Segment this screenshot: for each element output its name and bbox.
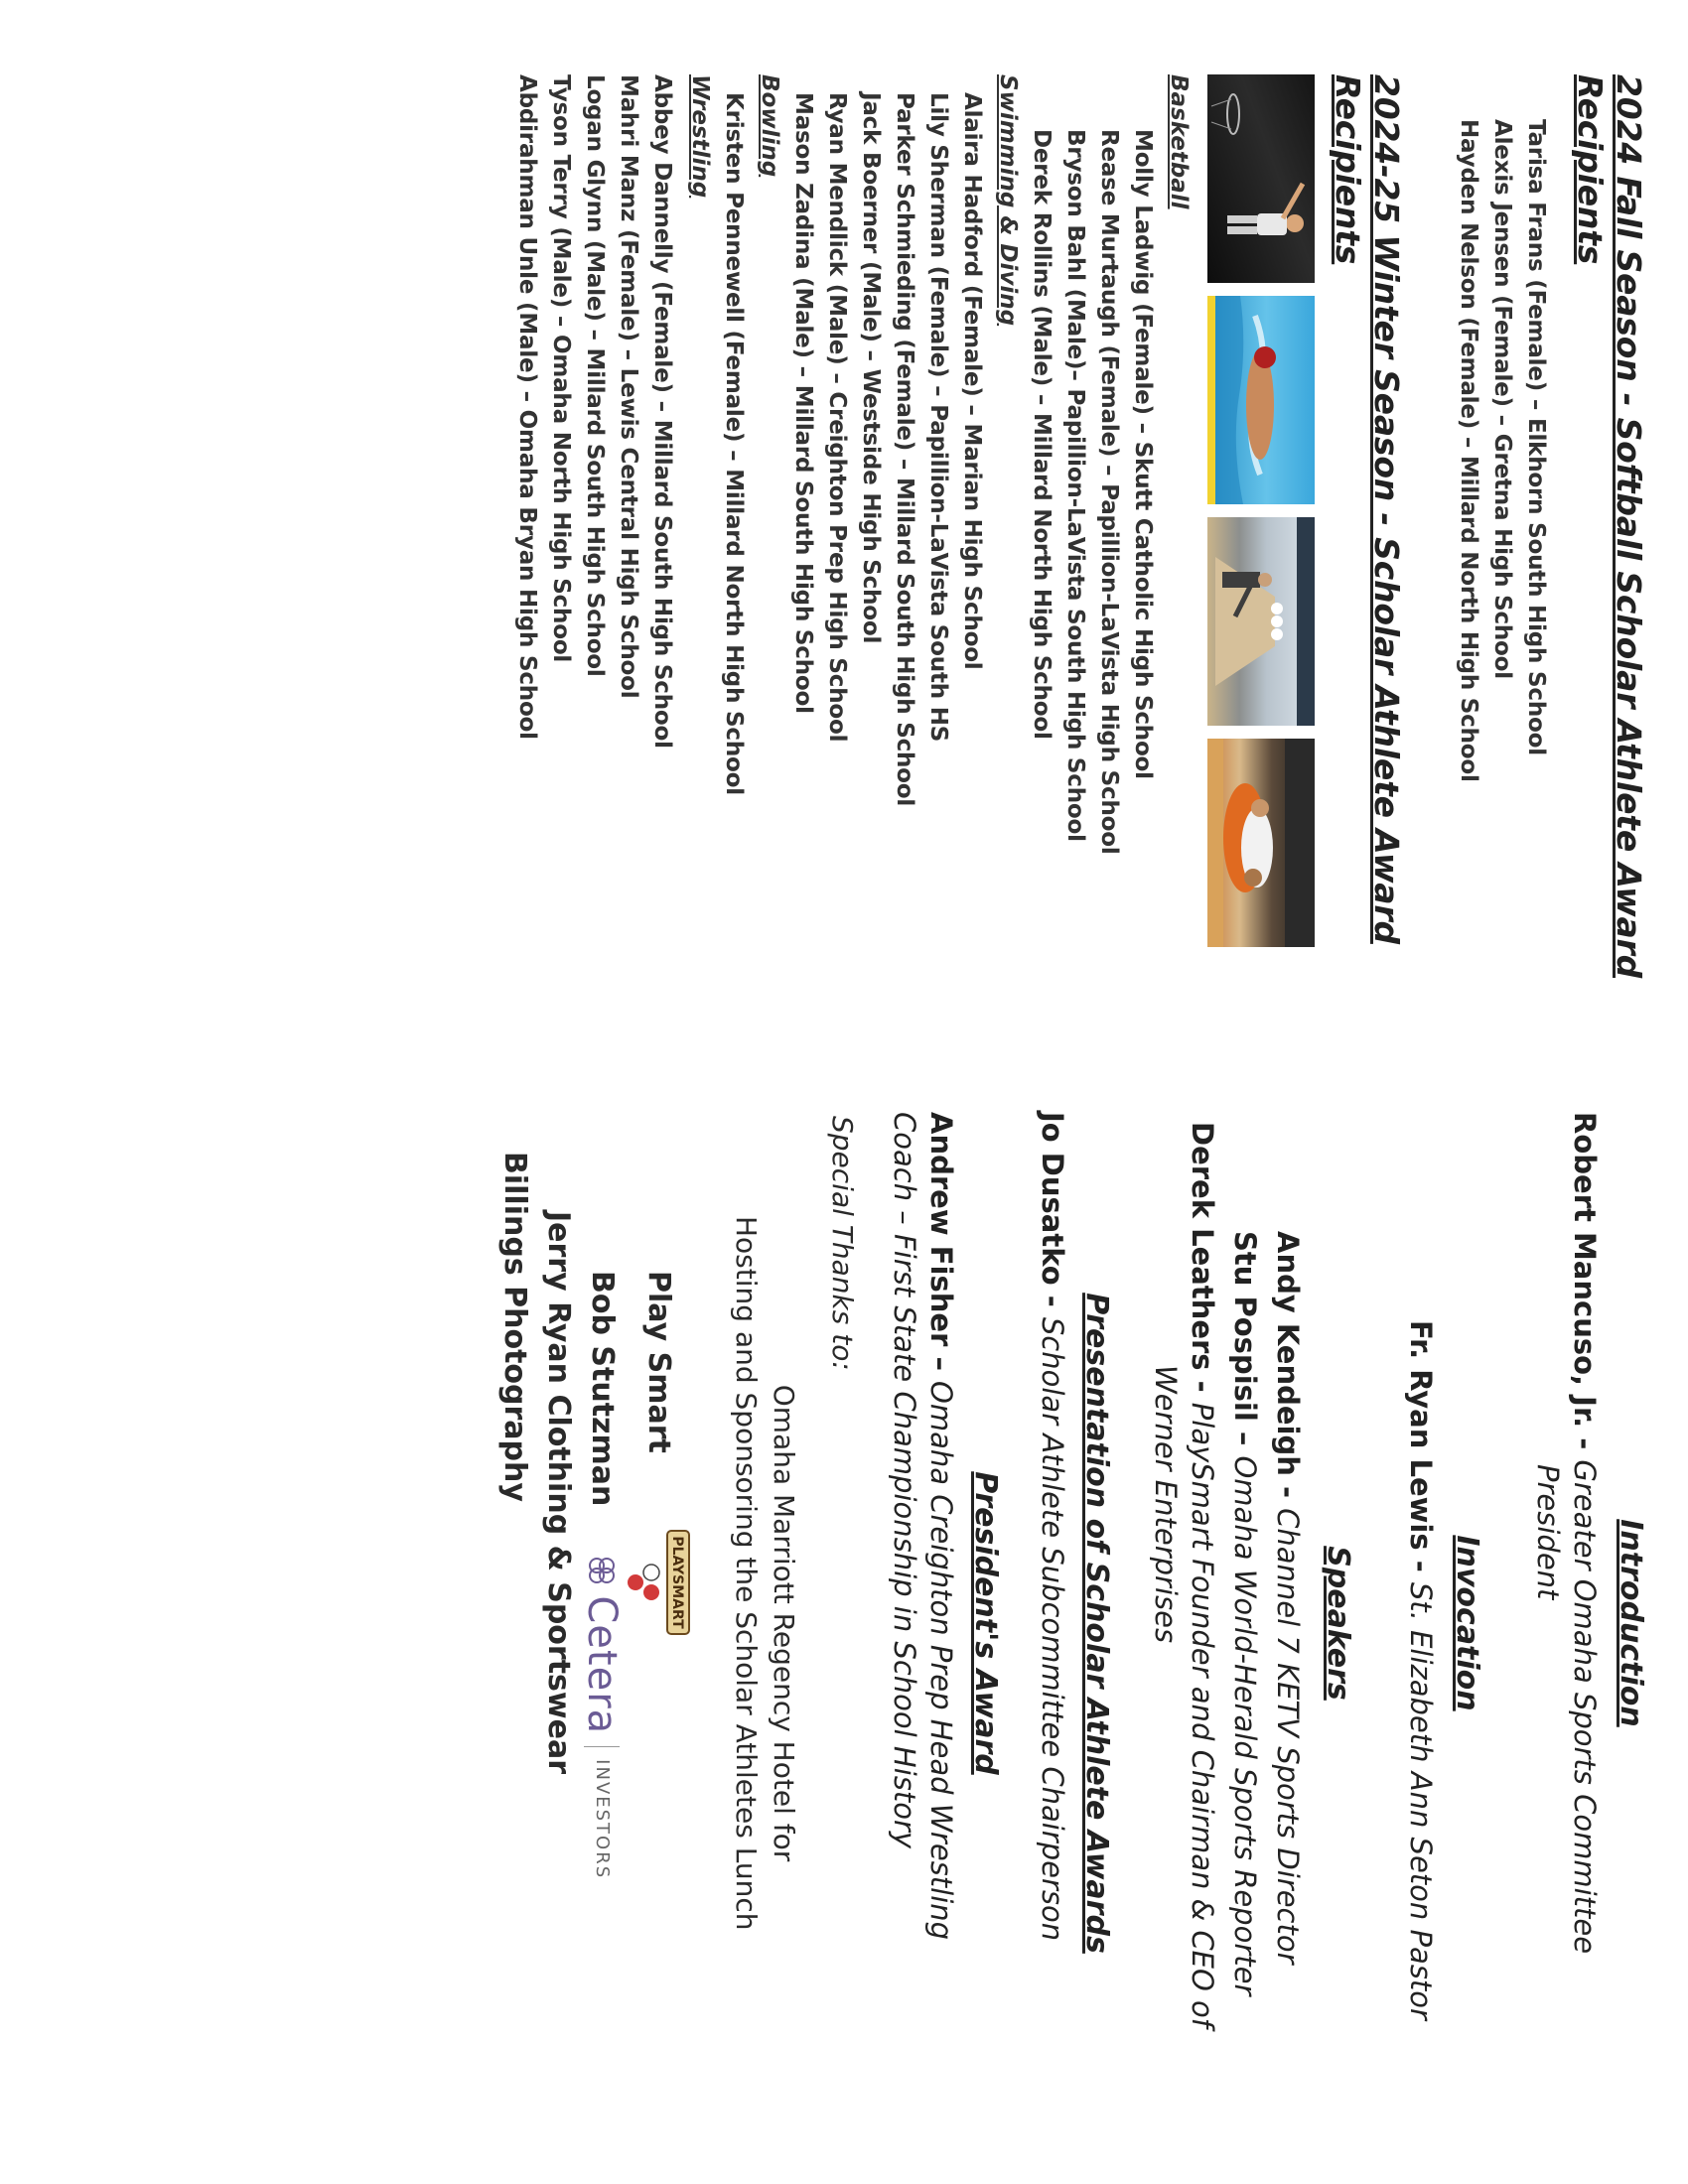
sponsor-item: [536, 1211, 580, 2134]
introduction-section: [1614, 1112, 1648, 2134]
list-item: Abdirahman Unle (Male) – Omaha Bryan High School: [514, 74, 540, 740]
invocation-heading: Invocation: [1450, 1535, 1484, 1711]
special-thanks-label: Special Thanks to:: [826, 1116, 859, 1371]
separator: –: [1228, 1421, 1262, 1456]
separator: –: [924, 1346, 958, 1382]
presentation-section: [1079, 1112, 1114, 2134]
list-item: Ryan Mendlick (Male) – Creighton Prep High School: [824, 92, 850, 743]
swimmer-image: [1207, 296, 1315, 504]
winter-sports: [510, 74, 1192, 1067]
list-item: Hayden Nelson (Female) – Millard North High School: [1456, 119, 1481, 782]
list-item: Alexis Jensen (Female) – Gretna High School: [1489, 119, 1515, 679]
speakers-section: [1321, 1112, 1355, 2134]
list-item: Logan Glynn (Male) – Millard South High School: [582, 74, 608, 677]
sponsor-name: Play Smart: [641, 1271, 676, 1453]
presidents-award-role: Omaha Creighton Prep Head Wrestling: [924, 1381, 958, 1941]
speaker-entry: [1225, 1122, 1264, 2134]
list-item: Parker Schmieding (Female) – Millard South High School: [892, 92, 917, 807]
presidents-award-entry: [887, 1112, 960, 2134]
recipients-column: [510, 74, 1648, 1067]
presentation-entry: [1033, 1112, 1071, 2134]
presidents-award-name: Andrew Fisher: [924, 1112, 958, 1347]
presentation-name: Jo Dusatko: [1036, 1112, 1069, 1286]
logo-divider: [584, 1746, 620, 1747]
list-item: Molly Ladwig (Female) – Skutt Catholic High School: [1130, 129, 1156, 779]
sport-heading-swimming-diving: Swimming & Diving: [995, 74, 1021, 327]
introduction-role-cont: President: [1531, 1464, 1565, 1600]
separator: -: [1186, 1370, 1219, 1403]
sport-heading-basketball: Basketball: [1166, 74, 1192, 209]
playsmart-logo-icon: [624, 1523, 693, 1642]
speaker-role: Channel 7 KETV Sports Director: [1271, 1508, 1305, 1965]
program-column: [492, 1112, 1648, 2134]
cetera-logo-icon: [585, 1554, 619, 1587]
list-item: Tyson Terry (Male) – Omaha North High School: [548, 74, 574, 663]
introduction-role: Greater Omaha Sports Committee: [1568, 1459, 1602, 1955]
introduction-entry: [1530, 1112, 1604, 2134]
playsmart-logo: [624, 1523, 693, 1642]
basketball-player-image: [1207, 74, 1315, 283]
list-item: Mason Zadina (Male) – Millard South High School: [790, 92, 816, 714]
invocation-role: St. Elizabeth Ann Seton Pastor: [1404, 1581, 1438, 2020]
presentation-role: Scholar Athlete Subcommittee Chairperson: [1036, 1316, 1069, 1942]
bowling-photo: [1207, 517, 1315, 726]
list-item: Bryson Bahl (Male)– Papillion-LaVista South High School: [1062, 129, 1088, 842]
sport-photo-strip: [1207, 74, 1315, 1067]
list-item: Tarisa Frans (Female) – Elkhorn South High School: [1523, 119, 1549, 755]
separator: -: [1036, 1285, 1069, 1317]
introduction-heading: Introduction: [1614, 1519, 1648, 1727]
speaker-role-cont: Werner Enterprises: [1149, 1365, 1183, 1644]
sponsor-item: [624, 1271, 693, 2134]
cetera-logo: [580, 1554, 624, 1879]
separator: -: [1271, 1475, 1305, 1509]
list-item: Rease Murtaugh (Female) – Papillion-LaVista High School: [1096, 129, 1122, 855]
presidents-award-heading: President's Award: [968, 1471, 1003, 1775]
speaker-role: PlaySmart Founder and Chairman & CEO of: [1186, 1402, 1219, 2028]
speaker-list: [1148, 1112, 1307, 2134]
basketball-recipient-list: [1025, 129, 1160, 1067]
list-item: Mahri Manz (Female) – Lewis Central High School: [616, 74, 641, 699]
list-item: Jack Boerner (Male) – Westside High School: [858, 92, 884, 644]
special-thanks-section: [492, 1112, 859, 2134]
swimming-photo: [1207, 296, 1315, 504]
list-item: Lily Sherman (Female) – Papillion-LaVista South HS: [925, 92, 951, 743]
speakers-heading: Speakers: [1321, 1546, 1355, 1701]
presidents-award-section: [968, 1112, 1003, 2134]
speaker-name: Andy Kendeigh: [1271, 1231, 1305, 1476]
sponsor-item: [580, 1271, 624, 2134]
separator: -: [1568, 1428, 1602, 1460]
fall-recipient-list: [1452, 119, 1553, 1067]
sponsor-list: [492, 1112, 693, 2134]
separator: -: [1404, 1550, 1438, 1582]
list-item: Alaira Hadford (Female) – Marian High School: [959, 92, 985, 670]
basketball-photo: [1207, 74, 1315, 283]
fall-season-title: 2024 Fall Season - Softball Scholar Athlete Award Recipients: [1571, 74, 1648, 979]
wrestling-photo: [1207, 739, 1315, 947]
special-thanks-line: Hosting and Sponsoring the Scholar Athletes Lunch: [730, 1216, 763, 1931]
sponsor-name: Billings Photography: [497, 1152, 532, 1502]
wrestlers-image: [1207, 739, 1315, 947]
invocation-name: Fr. Ryan Lewis: [1404, 1320, 1438, 1551]
speaker-role: Omaha World-Herald Sports Reporter: [1228, 1455, 1262, 1996]
cetera-logo-text: Cetera: [579, 1595, 625, 1735]
speaker-entry: [1268, 1122, 1307, 2134]
bowling-recipient-list: [717, 92, 751, 1067]
list-item: Kristen Pennewell (Female) – Millard North High School: [721, 92, 747, 795]
speaker-entry: [1148, 1122, 1221, 2134]
presidents-award-role-cont: Coach – First State Championship in School History: [888, 1112, 921, 1849]
bowler-image: [1207, 517, 1315, 726]
introduction-name: Robert Mancuso, Jr.: [1568, 1112, 1602, 1429]
sponsor-name: Jerry Ryan Clothing & Sportswear: [541, 1211, 576, 1775]
list-item: Derek Rollins (Male) – Millard North High School: [1029, 129, 1055, 740]
presentation-heading: Presentation of Scholar Athlete Awards: [1079, 1293, 1114, 1954]
cetera-logo-sub: INVESTORS: [592, 1759, 613, 1880]
winter-season-title: 2024-25 Winter Season - Scholar Athlete Award Recipients: [1329, 74, 1406, 944]
speaker-name: Derek Leathers: [1186, 1122, 1219, 1371]
invocation-section: [1450, 1112, 1484, 2134]
invocation-entry: [1401, 1112, 1440, 2134]
swimming-recipient-list: [786, 92, 989, 1067]
sponsor-item: [492, 1152, 536, 2134]
sport-heading-bowling: Bowling: [757, 74, 782, 178]
sport-heading-wrestling: Wrestling: [687, 74, 713, 199]
special-thanks-line: Omaha Marriott Regency Hotel for: [768, 1384, 800, 1862]
playsmart-logo-text: PLAYSMART: [669, 1536, 685, 1629]
list-item: Abbey Dannelly (Female) – Millard South High School: [649, 74, 675, 749]
wrestling-recipient-list: [510, 74, 679, 1067]
speaker-name: Stu Pospisil: [1228, 1231, 1262, 1422]
sponsor-name: Bob Stutzman: [585, 1271, 620, 1507]
